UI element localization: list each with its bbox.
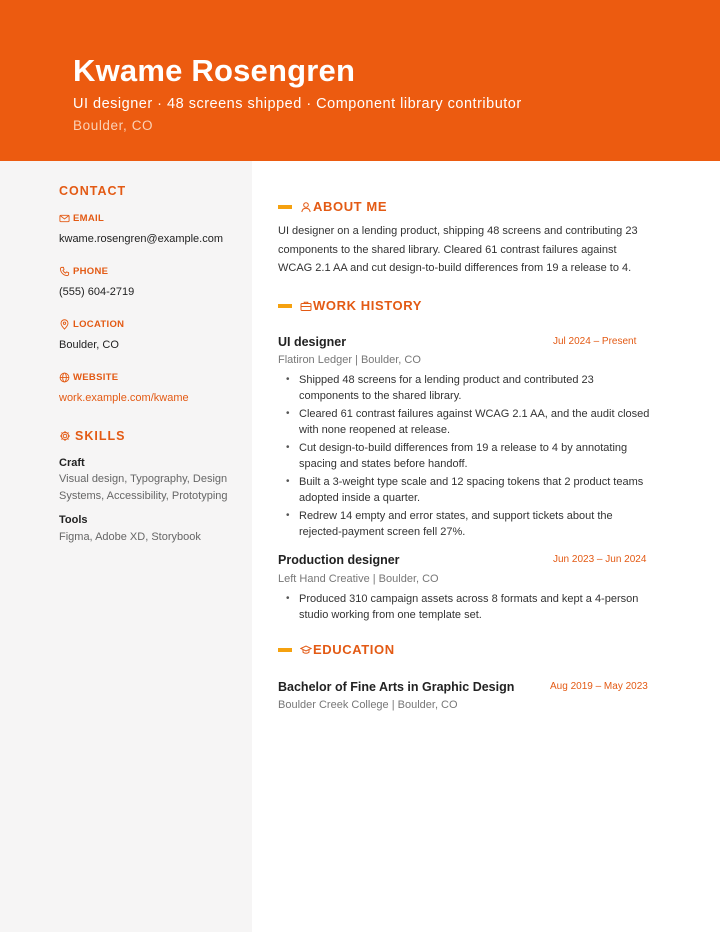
job-dates: Jul 2024 – Present bbox=[553, 336, 637, 347]
candidate-name: Kwame Rosengren bbox=[73, 53, 356, 88]
job-title: UI designer bbox=[278, 335, 347, 349]
job-title: Production designer bbox=[278, 553, 400, 567]
phone-icon bbox=[59, 266, 70, 277]
work-heading-text: WORK HISTORY bbox=[313, 298, 423, 313]
sidebar bbox=[0, 161, 252, 932]
about-heading-text: ABOUT ME bbox=[313, 199, 388, 214]
website-label-text: WEBSITE bbox=[73, 372, 119, 383]
job-org: Left Hand Creative | Boulder, CO bbox=[278, 573, 439, 585]
person-icon bbox=[300, 201, 312, 213]
globe-icon bbox=[59, 372, 70, 383]
contact-title: CONTACT bbox=[59, 184, 127, 198]
location-label bbox=[59, 319, 124, 330]
email-label-text: EMAIL bbox=[73, 213, 105, 224]
email-value[interactable]: kwame.rosengren@example.com bbox=[59, 233, 224, 245]
skills-title-text: SKILLS bbox=[75, 429, 126, 443]
skill-group-items: Visual design, Typography, Design Systems, Accessibility, Prototyping bbox=[59, 473, 228, 502]
website-label bbox=[59, 372, 118, 383]
list-item: • Redrew 14 empty and error states, and support tickets about the rejected-payment screen fell 27%. bbox=[286, 508, 650, 540]
email-label bbox=[59, 213, 104, 224]
job-dates: Jun 2023 – Jun 2024 bbox=[553, 554, 647, 565]
phone-label bbox=[59, 266, 108, 277]
list-item: • Built a 3-weight type scale and 12 spacing tokens that 2 product teams adopted inside a quarter. bbox=[286, 474, 650, 506]
location-pin-icon bbox=[59, 319, 70, 330]
resume-header bbox=[0, 0, 720, 161]
section-accent-bar bbox=[278, 205, 292, 209]
list-item: • Cleared 61 contrast failures against WCAG 2.1 AA, and the audit closed with none reopened at release. bbox=[286, 406, 650, 438]
phone-label-text: PHONE bbox=[73, 266, 109, 277]
header-location: Boulder, CO bbox=[73, 118, 154, 133]
mail-icon bbox=[59, 213, 70, 224]
job-bullets bbox=[286, 372, 650, 542]
section-accent-bar bbox=[278, 304, 292, 308]
job-bullets bbox=[286, 591, 650, 625]
phone-value[interactable]: (555) 604-2719 bbox=[59, 286, 135, 298]
section-accent-bar bbox=[278, 648, 292, 652]
gear-icon bbox=[59, 430, 71, 442]
job-org: Flatiron Ledger | Boulder, CO bbox=[278, 354, 421, 366]
briefcase-icon bbox=[300, 300, 312, 312]
skill-group-items: Figma, Adobe XD, Storybook bbox=[59, 531, 201, 543]
skill-group-title: Craft bbox=[59, 457, 85, 469]
graduation-cap-icon bbox=[300, 644, 312, 656]
website-link[interactable]: work.example.com/kwame bbox=[59, 392, 189, 404]
education-dates: Aug 2019 – May 2023 bbox=[550, 681, 648, 692]
about-text: UI designer on a lending product, shipping 48 screens and contributing 23 components to the shared library. Cleared 61 contrast failures against WCAG 2.1 AA and cut design-to-build differences from 19 a release to 4. bbox=[278, 225, 638, 274]
list-item: • Shipped 48 screens for a lending product and contributed 23 components to the shared library. bbox=[286, 372, 650, 404]
work-heading bbox=[278, 298, 422, 313]
skill-group-title: Tools bbox=[59, 514, 88, 526]
tagline: UI designer · 48 screens shipped · Component library contributor bbox=[73, 96, 522, 112]
school-name: Boulder Creek College | Boulder, CO bbox=[278, 699, 458, 711]
list-item: • Produced 310 campaign assets across 8 formats and kept a 4-person studio working from one template set. bbox=[286, 591, 650, 623]
skills-title bbox=[59, 429, 125, 443]
list-item: • Cut design-to-build differences from 19 a release to 4 by annotating spacing and states before handoff. bbox=[286, 440, 650, 472]
about-heading bbox=[278, 199, 387, 214]
location-value: Boulder, CO bbox=[59, 339, 119, 351]
education-heading-text: EDUCATION bbox=[313, 642, 395, 657]
degree-title: Bachelor of Fine Arts in Graphic Design bbox=[278, 680, 515, 694]
education-heading bbox=[278, 642, 395, 657]
location-label-text: LOCATION bbox=[73, 319, 125, 330]
